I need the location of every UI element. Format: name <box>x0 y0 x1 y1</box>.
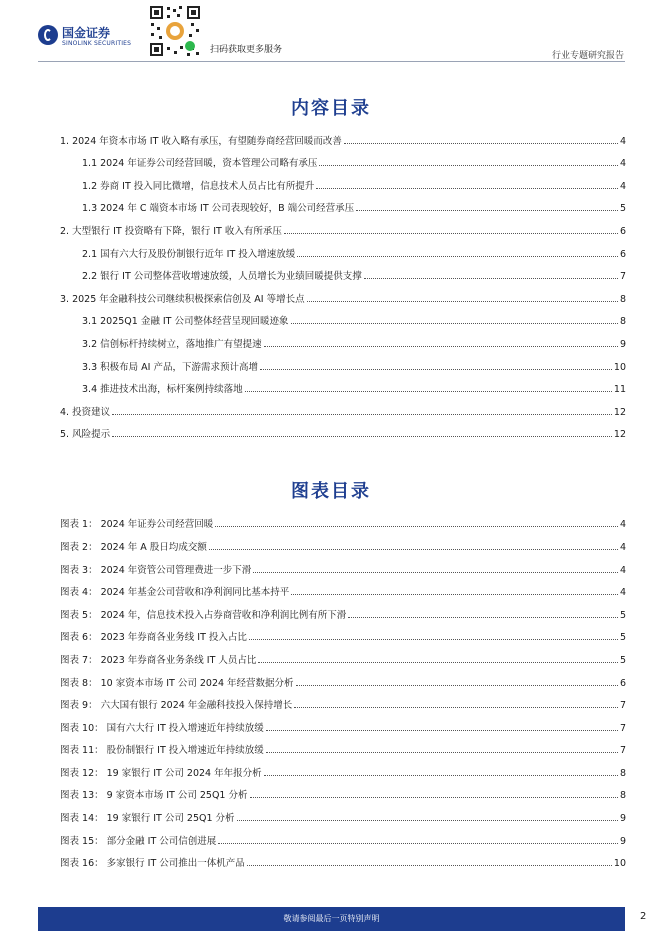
toc-item[interactable]: 3.3 积极布局 AI 产品，下游需求预计高增 10 <box>82 359 626 373</box>
logo-icon <box>38 25 58 45</box>
toc-item[interactable]: 4. 投资建议 12 <box>60 404 626 418</box>
toc-title: 内容目录 <box>291 98 371 119</box>
toc-item[interactable]: 3. 2025 年金融科技公司继续积极探索信创及 AI 等增长点 8 <box>60 291 626 305</box>
toc-item[interactable]: 3.4 推进技术出海，标杆案例持续落地 11 <box>82 381 626 395</box>
figure-item[interactable]: 图表 14： 19 家银行 IT 公司 25Q1 分析 9 <box>60 810 626 824</box>
company-logo <box>38 22 148 52</box>
toc-item[interactable]: 3.2 信创标杆持续树立，落地推广有望提速 9 <box>82 336 626 350</box>
toc-item[interactable]: 1. 2024 年资本市场 IT 收入略有承压，有望随券商经营回暖而改善 4 <box>60 133 626 147</box>
figure-item[interactable]: 图表 2： 2024 年 A 股日均成交额 4 <box>60 539 626 553</box>
figure-item[interactable]: 图表 1： 2024 年证券公司经营回暖 4 <box>60 516 626 530</box>
toc-item[interactable]: 5. 风险提示 12 <box>60 426 626 440</box>
page-number: 2 <box>640 911 647 922</box>
logo-name-cn: 国金证券 <box>62 26 111 40</box>
figures-title: 图表目录 <box>291 481 371 502</box>
toc-item[interactable]: 2. 大型银行 IT 投资略有下降，银行 IT 收入有所承压 6 <box>60 223 626 237</box>
figure-item[interactable]: 图表 13： 9 家资本市场 IT 公司 25Q1 分析 8 <box>60 787 626 801</box>
header-divider <box>38 61 625 62</box>
toc-item[interactable]: 2.2 银行 IT 公司整体营收增速放缓，人员增长为业绩回暖提供支撑 7 <box>82 268 626 282</box>
figure-item[interactable]: 图表 16： 多家银行 IT 公司推出一体机产品 10 <box>60 855 626 869</box>
logo-name-en: SINOLINK SECURITIES <box>62 40 132 47</box>
toc-item[interactable]: 3.1 2025Q1 金融 IT 公司整体经营呈现回暖迹象 8 <box>82 313 626 327</box>
page-header <box>0 0 662 62</box>
figure-item[interactable]: 图表 11： 股份制银行 IT 投入增速近年持续放缓 7 <box>60 742 626 756</box>
figure-item[interactable]: 图表 15： 部分金融 IT 公司信创进展 9 <box>60 833 626 847</box>
report-type: 行业专题研究报告 <box>551 51 624 61</box>
figure-item[interactable]: 图表 3： 2024 年资管公司管理费进一步下滑 4 <box>60 562 626 576</box>
toc-item[interactable]: 2.1 国有六大行及股份制银行近年 IT 投入增速放缓 6 <box>82 246 626 260</box>
figure-item[interactable]: 图表 9： 六大国有银行 2024 年金融科技投入保持增长 7 <box>60 697 626 711</box>
toc-item[interactable]: 1.3 2024 年 C 端资本市场 IT 公司表现较好，B 端公司经营承压 5 <box>82 200 626 214</box>
footer-disclaimer: 敬请参阅最后一页特别声明 <box>283 914 380 923</box>
figure-item[interactable]: 图表 10： 国有六大行 IT 投入增速近年持续放缓 7 <box>60 720 626 734</box>
figure-item[interactable]: 图表 6： 2023 年券商各业务线 IT 投入占比 5 <box>60 629 626 643</box>
qr-caption: 扫码获取更多服务 <box>210 45 283 55</box>
figure-item[interactable]: 图表 12： 19 家银行 IT 公司 2024 年年报分析 8 <box>60 765 626 779</box>
page-footer <box>38 907 625 931</box>
toc-item[interactable]: 1.1 2024 年证券公司经营回暖，资本管理公司略有承压 4 <box>82 155 626 169</box>
figure-item[interactable]: 图表 4： 2024 年基金公司营收和净利润同比基本持平 4 <box>60 584 626 598</box>
figure-item[interactable]: 图表 8： 10 家资本市场 IT 公司 2024 年经营数据分析 6 <box>60 675 626 689</box>
toc-item[interactable]: 1.2 券商 IT 投入同比微增，信息技术人员占比有所提升 4 <box>82 178 626 192</box>
figure-item[interactable]: 图表 5： 2024 年，信息技术投入占券商营收和净利润比例有所下滑 5 <box>60 607 626 621</box>
figure-item[interactable]: 图表 7： 2023 年券商各业务条线 IT 人员占比 5 <box>60 652 626 666</box>
qr-code-icon <box>147 3 203 59</box>
